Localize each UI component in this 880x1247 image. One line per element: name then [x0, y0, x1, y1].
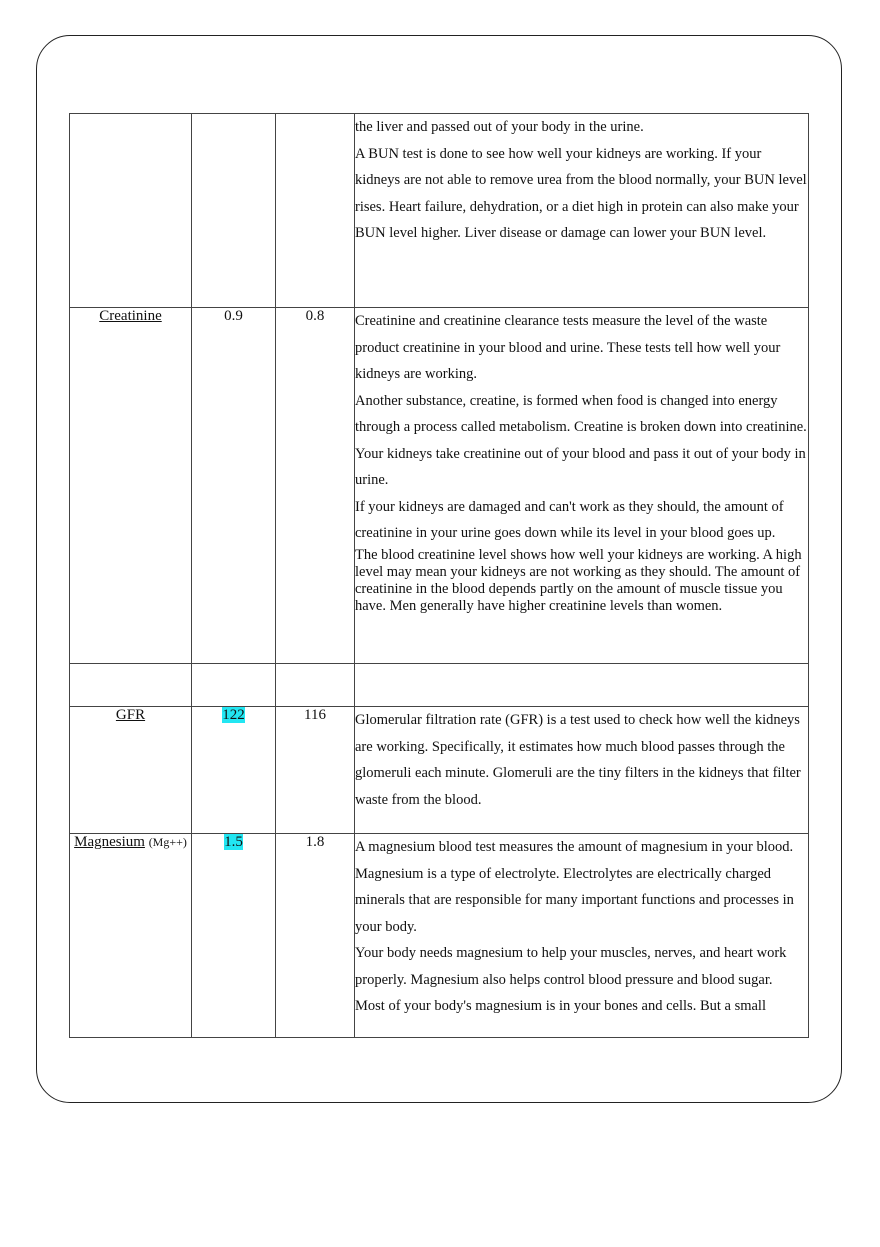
- table-row: [70, 707, 809, 834]
- reference-value: 0.8: [305, 308, 325, 324]
- result-value-highlighted: 122: [222, 707, 245, 723]
- test-name-cell: [70, 834, 192, 1038]
- value-cell: [192, 834, 276, 1038]
- value-cell: [192, 114, 276, 308]
- table-row-empty: [70, 664, 809, 707]
- test-name-link[interactable]: Magnesium: [74, 834, 145, 850]
- lab-results-table: [69, 113, 809, 1038]
- value-cell: [192, 308, 276, 664]
- description-paragraph: The blood creatinine level shows how well your kidneys are working. A high level may mean your kidneys are not working as they should. The amount of creatinine in the blood depends partly on the amount of muscle tissue you have. Men generally have higher creatinine levels than women.: [355, 546, 802, 614]
- reference-cell: [276, 114, 355, 308]
- description-cell: [355, 114, 809, 308]
- table-row: [70, 308, 809, 664]
- description-cell: [355, 308, 809, 664]
- description-paragraph: Your body needs magnesium to help your muscles, nerves, and heart work properly. Magnesium also helps control blood pressure and blood sugar.: [355, 945, 787, 988]
- description-cell: [355, 834, 809, 1038]
- test-name-cell: [70, 308, 192, 664]
- description-paragraph: Glomerular filtration rate (GFR) is a test used to check how well the kidneys are working. Specifically, it estimates how much blood passes through the glomeruli each minute. Glomeruli are the tiny filters in the kidneys that filter waste from the blood.: [355, 712, 801, 808]
- reference-cell: [276, 707, 355, 834]
- reference-cell: [276, 308, 355, 664]
- description-paragraph: A BUN test is done to see how well your kidneys are working. If your kidneys are not able to remove urea from the blood normally, your BUN level rises. Heart failure, dehydration, or a diet high in protein can also make your BUN level higher. Liver disease or damage can lower your BUN level.: [355, 145, 807, 241]
- reference-value: 116: [304, 707, 326, 723]
- reference-cell: [276, 834, 355, 1038]
- result-value: 0.9: [224, 308, 243, 324]
- test-name-cell: [70, 114, 192, 308]
- result-value-highlighted: 1.5: [224, 834, 243, 850]
- description-cell: [355, 707, 809, 834]
- description-paragraph: If your kidneys are damaged and can't work as they should, the amount of creatinine in your urine goes down while its level in your blood goes up.: [355, 498, 784, 541]
- test-name-link[interactable]: Creatinine: [99, 308, 162, 324]
- description-paragraph: Most of your body's magnesium is in your bones and cells. But a small: [355, 998, 766, 1014]
- description-paragraph: the liver and passed out of your body in the urine.: [355, 119, 644, 135]
- test-name-cell: [70, 707, 192, 834]
- description-paragraph: A magnesium blood test measures the amount of magnesium in your blood. Magnesium is a type of electrolyte. Electrolytes are electrically charged minerals that are responsible for many important functions and processes in your body.: [355, 839, 794, 935]
- test-name-link[interactable]: GFR: [115, 707, 146, 723]
- description-paragraph: Another substance, creatine, is formed when food is changed into energy through a process called metabolism. Creatine is broken down into creatinine. Your kidneys take creatinine out of your blood and pass it out of your body in urine.: [355, 392, 807, 488]
- test-name-suffix: (Mg++): [148, 835, 187, 849]
- table-row: [70, 834, 809, 1038]
- table-row: [70, 114, 809, 308]
- reference-value: 1.8: [305, 834, 325, 850]
- value-cell: [192, 707, 276, 834]
- description-paragraph: Creatinine and creatinine clearance tests measure the level of the waste product creatinine in your blood and urine. These tests tell how well your kidneys are working.: [355, 313, 781, 382]
